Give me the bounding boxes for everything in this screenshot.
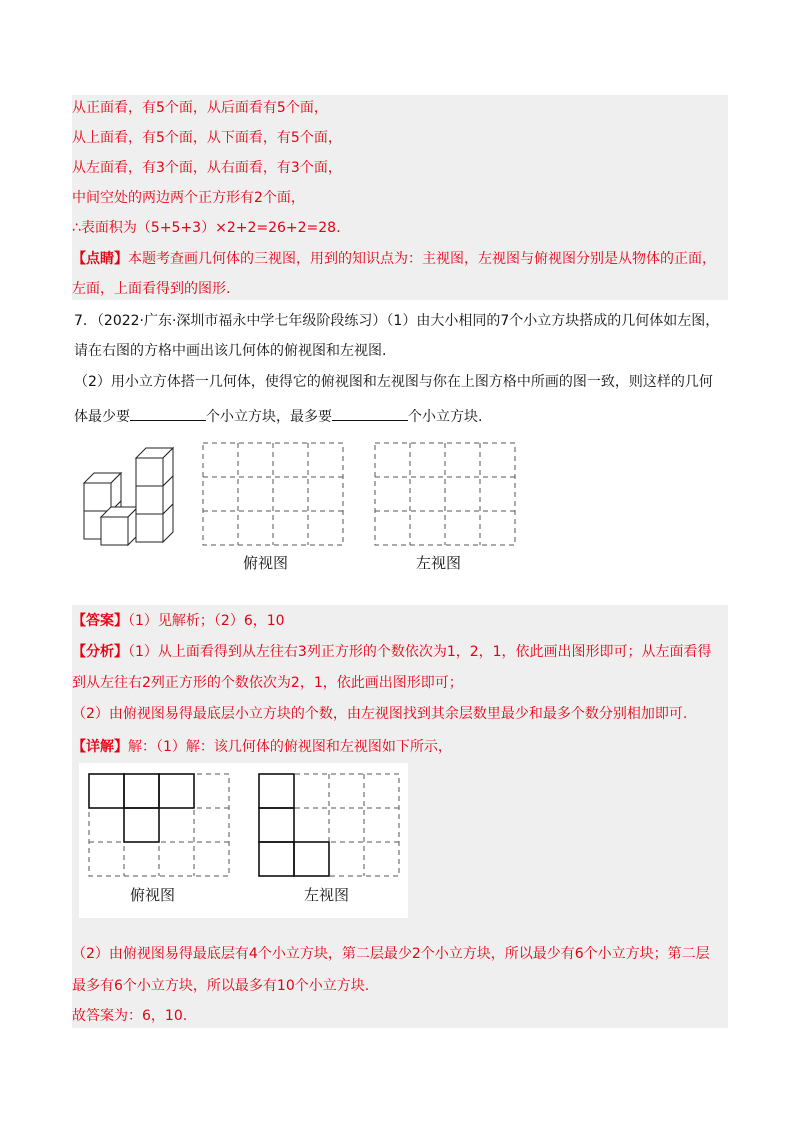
question-line: （2）用小立方体搭一几何体，使得它的俯视图和左视图与你在上图方格中所画的图一致，则这样的几何: [74, 374, 713, 390]
question-line: 7．（2022·广东·深圳市福永中学七年级阶段练习）（1）由大小相同的7个小立方块搭成的几何体如左图，: [74, 313, 720, 329]
text-line: 左面，上面看得到的图形.: [72, 281, 231, 297]
question-text: 个小立方块，最多要: [206, 409, 332, 425]
text-line: 从上面看，有5个面，从下面看，有5个面，: [72, 130, 342, 146]
question-text: 个小立方块.: [408, 409, 483, 425]
analysis-line: （2）由俯视图易得最底层小立方块的个数，由左视图找到其余层数里最少和最多个数分别相加即可.: [72, 706, 688, 722]
left-view-answer-grid: [256, 771, 402, 879]
blank-max[interactable]: [332, 405, 408, 421]
caption-top-view: 俯视图: [243, 554, 289, 572]
detail-line: 最多有6个小立方块，所以最多有10个小立方块.: [72, 978, 370, 994]
answer-text: （1）见解析；（2）6，10: [128, 613, 285, 629]
answer-line: [72, 611, 285, 631]
text-line: 从左面看，有3个面，从右面看，有3个面，: [72, 160, 342, 176]
top-view-empty-grid: [200, 440, 346, 548]
caption-left-view: 左视图: [304, 886, 350, 904]
detail-line: [72, 737, 452, 757]
answer-label: 【答案】: [72, 613, 128, 629]
blank-min[interactable]: [130, 405, 206, 421]
analysis-text: （1）从上面看得到从左往右3列正方形的个数依次为1，2，1，依此画出图形即可；从左面看得: [128, 644, 712, 660]
question-line: 请在右图的方格中画出该几何体的俯视图和左视图.: [74, 343, 387, 359]
caption-top-view: 俯视图: [130, 886, 176, 904]
dianjing-label: 【点睛】: [72, 251, 128, 267]
cube-solid-figure: [74, 440, 184, 555]
final-answer-line: 故答案为：6，10.: [72, 1008, 188, 1024]
question-line: [74, 405, 482, 427]
caption-left-view: 左视图: [416, 554, 462, 572]
question-text: 体最少要: [74, 409, 130, 425]
analysis-line: 到从左往右2列正方形的个数依次为2，1，依此画出图形即可；: [72, 675, 463, 691]
dianjing-line: [72, 249, 716, 269]
text-line: 中间空处的两边两个正方形有2个面，: [72, 190, 305, 206]
top-view-answer-grid: [86, 771, 232, 879]
analysis-label: 【分析】: [72, 644, 128, 660]
text-line: 从正面看，有5个面，从后面看有5个面，: [72, 100, 328, 116]
analysis-line: [72, 642, 712, 662]
detail-line: （2）由俯视图易得最底层有4个小立方块，第二层最少2个小立方块，所以最少有6个小立方块；第二层: [72, 946, 710, 962]
text-line: ∴表面积为（5+5+3）×2+2=26+2=28.: [72, 220, 341, 236]
detail-label: 【详解】: [72, 739, 128, 755]
dianjing-text: 本题考查画几何体的三视图，用到的知识点为：主视图，左视图与俯视图分别是从物体的正面，: [128, 251, 716, 267]
left-view-empty-grid: [372, 440, 518, 548]
detail-text: 解：（1）解：该几何体的俯视图和左视图如下所示，: [128, 739, 452, 755]
